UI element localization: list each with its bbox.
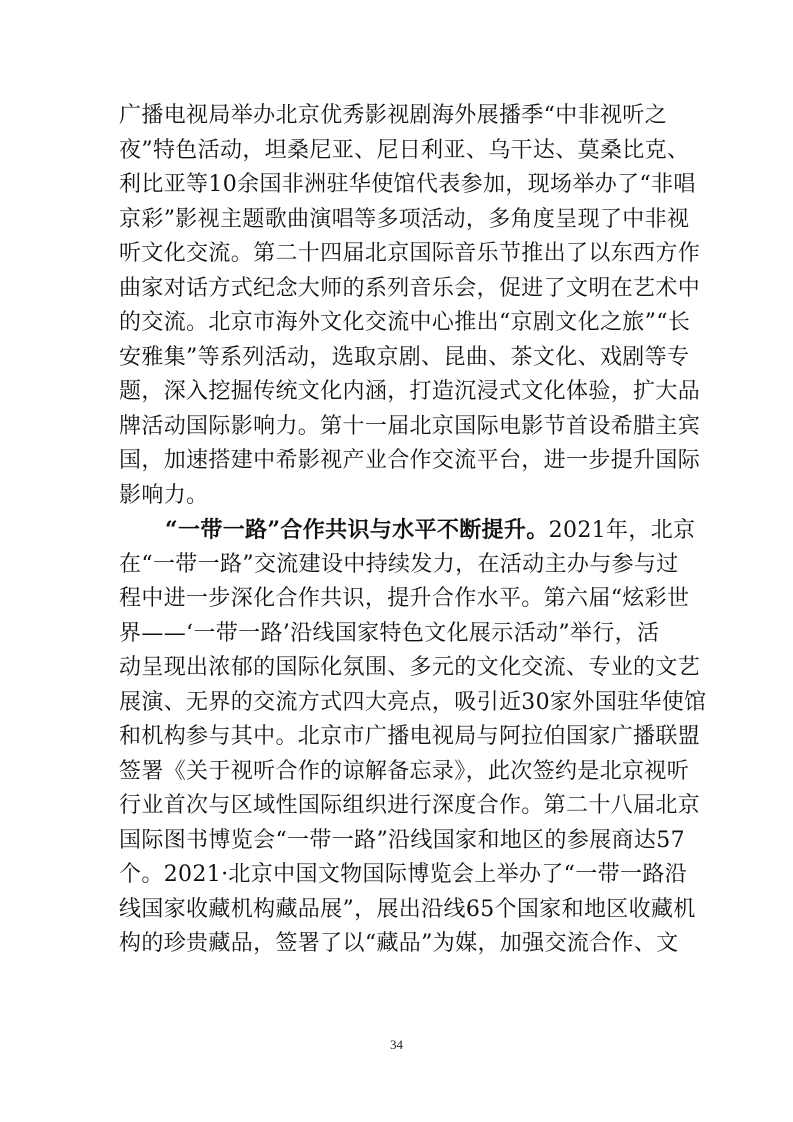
text-line: 界——‘一带一路’沿线国家特色文化展示活动”举行，活 [119, 620, 660, 646]
text-line: 在“一带一路”交流建设中持续发力，在活动主办与参与过 [119, 551, 679, 577]
page-number: 34 [390, 1037, 403, 1052]
text-line: 和机构参与其中。北京市广播电视局与阿拉伯国家广播联盟 [119, 724, 701, 749]
text-line: 牌活动国际影响力。第十一届北京国际电影节首设希腊主宾 [119, 413, 701, 439]
text-line: 国，加速搭建中希影视产业合作交流平台，进一步提升国际 [119, 448, 701, 473]
text-line: 题，深入挖掘传统文化内涵，打造沉浸式文化体验，扩大品 [119, 379, 701, 404]
text-line: 夜”特色活动，坦桑尼亚、尼日利亚、乌干达、莫桑比克、 [119, 137, 690, 163]
paragraph-first-line-text: 2021年，北京 [548, 518, 696, 543]
text-line: 的交流。北京市海外文化交流中心推出“京剧文化之旅”“长 [119, 310, 691, 335]
paragraph-1 [119, 99, 701, 513]
text-line: 影响力。 [119, 482, 209, 508]
text-line: 行业首次与区域性国际组织进行深度合作。第二十八届北京 [119, 793, 701, 818]
paragraph-first-line [119, 513, 696, 548]
body-text [119, 99, 707, 962]
text-line: 程中进一步深化合作共识，提升合作水平。第六届“炫彩世 [119, 586, 690, 611]
text-line: 利比亚等10余国非洲驻华使馆代表参加，现场举办了“非唱 [119, 172, 696, 197]
text-line: 个。2021·北京中国文物国际博览会上举办了“一带一路沿 [119, 862, 688, 887]
text-line: 动呈现出浓郁的国际化氛围、多元的文化交流、专业的文艺 [119, 655, 701, 680]
paragraph-heading: “一带一路”合作共识与水平不断提升。 [165, 517, 549, 543]
text-line: 安雅集”等系列活动，选取京剧、昆曲、茶文化、戏剧等专 [119, 344, 690, 370]
text-line: 听文化交流。第二十四届北京国际音乐节推出了以东西方作 [119, 241, 701, 266]
text-line: 构的珍贵藏品，签署了以“藏品”为媒，加强交流合作、文 [119, 931, 679, 956]
text-line: 京彩”影视主题歌曲演唱等多项活动，多角度呈现了中非视 [119, 206, 690, 232]
text-line: 广播电视局举办北京优秀影视剧海外展播季“中非视听之 [119, 103, 667, 128]
text-line: 曲家对话方式纪念大师的系列音乐会，促进了文明在艺术中 [119, 275, 701, 301]
text-line: 展演、无界的交流方式四大亮点，吸引近30家外国驻华使馆 [119, 689, 707, 715]
text-line: 国际图书博览会“一带一路”沿线国家和地区的参展商达57 [119, 827, 685, 853]
text-line: 线国家收藏机构藏品展”，展出沿线65个国家和地区收藏机 [119, 896, 696, 922]
text-line: 签署《关于视听合作的谅解备忘录》，此次签约是北京视听 [119, 758, 690, 784]
paragraph-2 [119, 513, 707, 962]
